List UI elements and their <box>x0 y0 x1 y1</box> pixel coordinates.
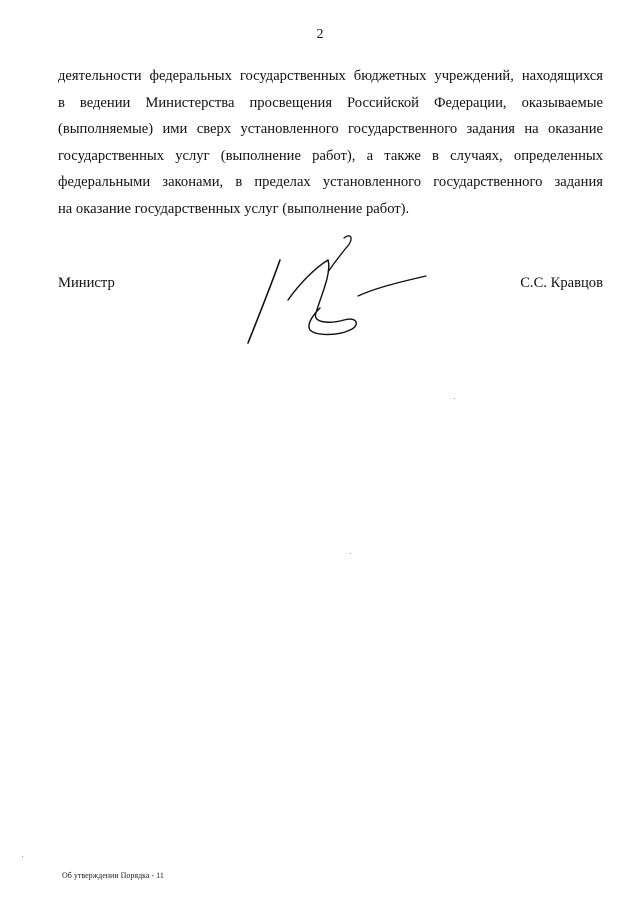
scan-speck <box>350 553 351 554</box>
body-line: деятельности федеральных государственных бюджетных учреждений, находящихся <box>58 68 603 84</box>
body-paragraph <box>58 63 603 222</box>
footer-note: Об утверждении Порядка - 11 <box>62 871 164 880</box>
scan-speck <box>454 398 455 399</box>
signature-block <box>58 272 603 294</box>
body-line: (выполняемые) ими сверх установленного государственного задания на оказание <box>58 121 603 137</box>
body-line: на оказание государственных услуг (выполнение работ). <box>58 200 410 217</box>
scan-speck <box>22 856 23 857</box>
body-line: федеральными законами, в пределах установленного государственного задания <box>58 174 603 190</box>
signer-name: С.С. Кравцов <box>520 275 603 291</box>
body-line: государственных услуг (выполнение работ), а также в случаях, определенных <box>58 147 603 164</box>
page-number: 2 <box>316 27 324 42</box>
body-line: в ведении Министерства просвещения Российской Федерации, оказываемые <box>58 94 603 111</box>
signer-position: Министр <box>58 275 115 291</box>
